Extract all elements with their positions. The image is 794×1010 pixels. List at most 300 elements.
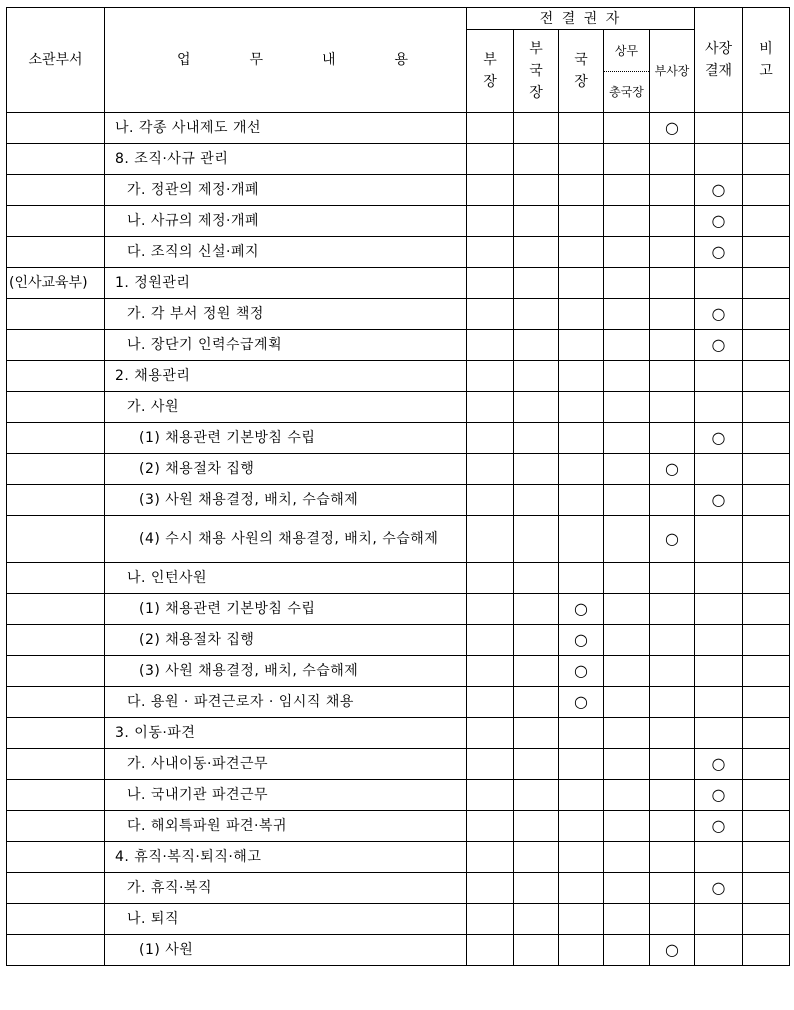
cell-busajang	[650, 268, 695, 299]
header-content-char: 업	[177, 52, 191, 68]
cell-bugukjang	[514, 175, 559, 206]
cell-bigo	[743, 718, 790, 749]
cell-busajang	[650, 454, 695, 485]
row-content: (2) 채용절차 집행	[105, 625, 467, 656]
cell-bugukjang	[514, 780, 559, 811]
cell-chonggukjang	[604, 780, 650, 811]
cell-sajang	[695, 718, 743, 749]
header-approval-group: 전 결 권 자	[467, 8, 695, 30]
cell-sajang	[695, 516, 743, 563]
cell-bujang	[467, 873, 514, 904]
cell-chonggukjang	[604, 299, 650, 330]
cell-busajang	[650, 718, 695, 749]
cell-gukjang	[559, 299, 604, 330]
cell-busajang	[650, 904, 695, 935]
cell-gukjang	[559, 780, 604, 811]
row-content: (3) 사원 채용결정, 배치, 수습해제	[105, 656, 467, 687]
row-dept: (인사교육부)	[7, 268, 105, 299]
table-row	[7, 904, 790, 935]
cell-sajang	[695, 749, 743, 780]
cell-bujang	[467, 687, 514, 718]
cell-bujang	[467, 392, 514, 423]
cell-bujang	[467, 563, 514, 594]
header-content-char: 내	[321, 52, 336, 68]
cell-busajang	[650, 330, 695, 361]
cell-bugukjang	[514, 594, 559, 625]
cell-bigo	[743, 904, 790, 935]
row-content: 1. 정원관리	[105, 268, 467, 299]
approval-mark-icon: ○	[711, 180, 726, 199]
cell-bigo	[743, 392, 790, 423]
cell-bujang	[467, 423, 514, 454]
cell-busajang	[650, 206, 695, 237]
cell-bugukjang	[514, 392, 559, 423]
table-row	[7, 206, 790, 237]
cell-busajang	[650, 516, 695, 563]
table-row	[7, 718, 790, 749]
approval-mark-icon: ○	[711, 428, 726, 447]
cell-bigo	[743, 749, 790, 780]
cell-bigo	[743, 780, 790, 811]
cell-chonggukjang	[604, 237, 650, 268]
cell-gukjang	[559, 811, 604, 842]
cell-gukjang	[559, 485, 604, 516]
cell-bujang	[467, 935, 514, 966]
table-row	[7, 392, 790, 423]
approval-mark-icon: ○	[665, 940, 679, 959]
cell-chonggukjang	[604, 718, 650, 749]
row-content: 3. 이동·파견	[105, 718, 467, 749]
cell-bujang	[467, 330, 514, 361]
cell-gukjang	[559, 175, 604, 206]
cell-bigo	[743, 811, 790, 842]
cell-bugukjang	[514, 625, 559, 656]
cell-bigo	[743, 454, 790, 485]
cell-bujang	[467, 780, 514, 811]
cell-chonggukjang	[604, 749, 650, 780]
header-content-char: 무	[249, 52, 264, 68]
cell-chonggukjang	[604, 392, 650, 423]
cell-bujang	[467, 268, 514, 299]
row-content: (1) 사원	[105, 935, 467, 966]
row-dept	[7, 842, 105, 873]
table-row	[7, 144, 790, 175]
row-dept	[7, 935, 105, 966]
row-dept	[7, 454, 105, 485]
cell-gukjang	[559, 594, 604, 625]
cell-sajang	[695, 811, 743, 842]
cell-gukjang	[559, 718, 604, 749]
cell-bujang	[467, 206, 514, 237]
cell-busajang	[650, 237, 695, 268]
row-dept	[7, 423, 105, 454]
approval-mark-icon: ○	[574, 630, 588, 649]
cell-bugukjang	[514, 237, 559, 268]
header-sajang: 사장 결재	[695, 8, 743, 113]
cell-bugukjang	[514, 268, 559, 299]
cell-sajang	[695, 656, 743, 687]
row-content: 4. 휴직·복직·퇴직·해고	[105, 842, 467, 873]
cell-bujang	[467, 904, 514, 935]
cell-sajang	[695, 687, 743, 718]
cell-bigo	[743, 935, 790, 966]
cell-bujang	[467, 594, 514, 625]
cell-gukjang	[559, 113, 604, 144]
row-dept	[7, 749, 105, 780]
cell-bigo	[743, 206, 790, 237]
header-row-1	[7, 8, 790, 30]
cell-bujang	[467, 113, 514, 144]
row-content: 다. 해외특파원 파견·복귀	[105, 811, 467, 842]
approval-mark-icon: ○	[574, 599, 588, 618]
cell-bigo	[743, 873, 790, 904]
cell-bujang	[467, 749, 514, 780]
cell-bigo	[743, 330, 790, 361]
row-dept	[7, 718, 105, 749]
cell-bugukjang	[514, 361, 559, 392]
cell-chonggukjang	[604, 485, 650, 516]
cell-chonggukjang	[604, 361, 650, 392]
cell-bujang	[467, 811, 514, 842]
row-dept	[7, 873, 105, 904]
approval-mark-icon: ○	[711, 785, 726, 804]
cell-gukjang	[559, 144, 604, 175]
cell-bugukjang	[514, 749, 559, 780]
cell-bigo	[743, 656, 790, 687]
row-content: 가. 사원	[105, 392, 467, 423]
cell-chonggukjang	[604, 687, 650, 718]
cell-gukjang	[559, 423, 604, 454]
cell-chonggukjang	[604, 516, 650, 563]
table-row	[7, 935, 790, 966]
cell-bugukjang	[514, 299, 559, 330]
cell-chonggukjang	[604, 330, 650, 361]
cell-bujang	[467, 454, 514, 485]
approval-mark-icon: ○	[711, 816, 726, 835]
cell-busajang	[650, 175, 695, 206]
cell-bigo	[743, 175, 790, 206]
row-content: 8. 조직·사규 관리	[105, 144, 467, 175]
cell-chonggukjang	[604, 904, 650, 935]
header-content	[105, 8, 467, 113]
cell-busajang	[650, 873, 695, 904]
cell-gukjang	[559, 237, 604, 268]
row-dept	[7, 625, 105, 656]
cell-bugukjang	[514, 656, 559, 687]
row-dept	[7, 780, 105, 811]
cell-gukjang	[559, 625, 604, 656]
approval-mark-icon: ○	[711, 878, 726, 897]
cell-chonggukjang	[604, 594, 650, 625]
row-dept	[7, 687, 105, 718]
cell-sajang	[695, 392, 743, 423]
cell-bujang	[467, 144, 514, 175]
cell-bugukjang	[514, 206, 559, 237]
cell-sajang	[695, 485, 743, 516]
cell-chonggukjang	[604, 206, 650, 237]
cell-gukjang	[559, 749, 604, 780]
header-content-char: 용	[394, 52, 408, 68]
row-dept	[7, 237, 105, 268]
cell-bugukjang	[514, 423, 559, 454]
cell-bigo	[743, 842, 790, 873]
header-busajang: 부사장	[650, 30, 695, 113]
approval-mark-icon: ○	[711, 490, 726, 509]
cell-busajang	[650, 144, 695, 175]
row-content: 나. 퇴직	[105, 904, 467, 935]
cell-gukjang	[559, 516, 604, 563]
cell-busajang	[650, 113, 695, 144]
cell-chonggukjang	[604, 144, 650, 175]
approval-mark-icon: ○	[711, 211, 726, 230]
approval-mark-icon: ○	[665, 118, 679, 137]
cell-bigo	[743, 268, 790, 299]
cell-sajang	[695, 454, 743, 485]
cell-gukjang	[559, 392, 604, 423]
row-dept	[7, 175, 105, 206]
table-row	[7, 361, 790, 392]
cell-bujang	[467, 361, 514, 392]
row-content: 나. 각종 사내제도 개선	[105, 113, 467, 144]
row-dept	[7, 904, 105, 935]
cell-sajang	[695, 299, 743, 330]
cell-bujang	[467, 625, 514, 656]
cell-bujang	[467, 237, 514, 268]
cell-busajang	[650, 299, 695, 330]
delegation-table	[6, 7, 790, 966]
row-content: 나. 국내기관 파견근무	[105, 780, 467, 811]
cell-bugukjang	[514, 563, 559, 594]
cell-sajang	[695, 842, 743, 873]
cell-gukjang	[559, 454, 604, 485]
header-sangmu: 상무	[604, 30, 650, 72]
row-content: 다. 용원 · 파견근로자 · 임시직 채용	[105, 687, 467, 718]
cell-sajang	[695, 268, 743, 299]
table-row	[7, 780, 790, 811]
approval-mark-icon: ○	[665, 459, 679, 478]
approval-mark-icon: ○	[574, 692, 588, 711]
cell-bujang	[467, 718, 514, 749]
row-dept	[7, 811, 105, 842]
cell-gukjang	[559, 873, 604, 904]
cell-busajang	[650, 842, 695, 873]
table-row	[7, 749, 790, 780]
cell-busajang	[650, 687, 695, 718]
row-content: (2) 채용절차 집행	[105, 454, 467, 485]
row-content: 나. 장단기 인력수급계획	[105, 330, 467, 361]
cell-busajang	[650, 625, 695, 656]
cell-bugukjang	[514, 873, 559, 904]
cell-chonggukjang	[604, 842, 650, 873]
cell-busajang	[650, 594, 695, 625]
cell-chonggukjang	[604, 113, 650, 144]
cell-bigo	[743, 687, 790, 718]
cell-bugukjang	[514, 935, 559, 966]
table-row	[7, 842, 790, 873]
row-content: 가. 각 부서 정원 책정	[105, 299, 467, 330]
cell-gukjang	[559, 656, 604, 687]
cell-bujang	[467, 485, 514, 516]
cell-bugukjang	[514, 904, 559, 935]
header-gukjang: 국 장	[559, 30, 604, 113]
cell-chonggukjang	[604, 454, 650, 485]
table-row	[7, 625, 790, 656]
cell-bigo	[743, 361, 790, 392]
row-content: 가. 사내이동·파견근무	[105, 749, 467, 780]
approval-mark-icon: ○	[711, 242, 726, 261]
cell-gukjang	[559, 935, 604, 966]
cell-sajang	[695, 113, 743, 144]
cell-gukjang	[559, 842, 604, 873]
table-row	[7, 237, 790, 268]
cell-sajang	[695, 144, 743, 175]
cell-sajang	[695, 594, 743, 625]
cell-sajang	[695, 780, 743, 811]
cell-gukjang	[559, 904, 604, 935]
cell-chonggukjang	[604, 656, 650, 687]
table-row	[7, 656, 790, 687]
row-content: (1) 채용관련 기본방침 수립	[105, 423, 467, 454]
cell-bugukjang	[514, 144, 559, 175]
table-row	[7, 485, 790, 516]
table-row	[7, 113, 790, 144]
cell-bugukjang	[514, 485, 559, 516]
row-content: 나. 인턴사원	[105, 563, 467, 594]
row-dept	[7, 206, 105, 237]
cell-chonggukjang	[604, 873, 650, 904]
cell-busajang	[650, 361, 695, 392]
cell-busajang	[650, 811, 695, 842]
table-row	[7, 268, 790, 299]
cell-bigo	[743, 144, 790, 175]
cell-bugukjang	[514, 842, 559, 873]
cell-chonggukjang	[604, 625, 650, 656]
header-dept: 소관부서	[7, 8, 105, 113]
row-content: (4) 수시 채용 사원의 채용결정, 배치, 수습해제	[105, 516, 467, 563]
cell-sajang	[695, 206, 743, 237]
row-content: 가. 휴직·복직	[105, 873, 467, 904]
cell-bugukjang	[514, 718, 559, 749]
header-bigo: 비 고	[743, 8, 790, 113]
row-dept	[7, 516, 105, 563]
cell-bigo	[743, 113, 790, 144]
cell-gukjang	[559, 361, 604, 392]
cell-bujang	[467, 656, 514, 687]
table-row	[7, 811, 790, 842]
approval-mark-icon: ○	[574, 661, 588, 680]
cell-bugukjang	[514, 811, 559, 842]
table-row	[7, 687, 790, 718]
table-row	[7, 873, 790, 904]
header-bujang: 부 장	[467, 30, 514, 113]
header-bugukjang: 부 국 장	[514, 30, 559, 113]
approval-mark-icon: ○	[665, 529, 679, 548]
row-content: 2. 채용관리	[105, 361, 467, 392]
table-row	[7, 594, 790, 625]
cell-bigo	[743, 625, 790, 656]
approval-mark-icon: ○	[711, 754, 726, 773]
cell-chonggukjang	[604, 175, 650, 206]
cell-bugukjang	[514, 516, 559, 563]
row-dept	[7, 594, 105, 625]
cell-busajang	[650, 935, 695, 966]
cell-sajang	[695, 361, 743, 392]
row-content: 나. 사규의 제정·개폐	[105, 206, 467, 237]
row-dept	[7, 330, 105, 361]
cell-busajang	[650, 563, 695, 594]
table-row	[7, 423, 790, 454]
cell-sajang	[695, 237, 743, 268]
cell-busajang	[650, 780, 695, 811]
table-row	[7, 563, 790, 594]
cell-bigo	[743, 237, 790, 268]
cell-bugukjang	[514, 687, 559, 718]
cell-busajang	[650, 423, 695, 454]
cell-sajang	[695, 423, 743, 454]
cell-bigo	[743, 563, 790, 594]
cell-busajang	[650, 656, 695, 687]
cell-bujang	[467, 842, 514, 873]
cell-bugukjang	[514, 113, 559, 144]
table-row	[7, 330, 790, 361]
row-dept	[7, 299, 105, 330]
row-dept	[7, 563, 105, 594]
cell-bujang	[467, 175, 514, 206]
approval-mark-icon: ○	[711, 304, 726, 323]
cell-bugukjang	[514, 454, 559, 485]
row-dept	[7, 144, 105, 175]
cell-bigo	[743, 299, 790, 330]
cell-sajang	[695, 563, 743, 594]
row-dept	[7, 361, 105, 392]
cell-busajang	[650, 749, 695, 780]
cell-sajang	[695, 873, 743, 904]
row-dept	[7, 656, 105, 687]
table-row	[7, 454, 790, 485]
cell-gukjang	[559, 268, 604, 299]
row-content: (3) 사원 채용결정, 배치, 수습해제	[105, 485, 467, 516]
cell-sajang	[695, 625, 743, 656]
header-chonggukjang: 총국장	[604, 72, 650, 113]
table-row	[7, 516, 790, 563]
cell-busajang	[650, 485, 695, 516]
cell-bigo	[743, 594, 790, 625]
cell-chonggukjang	[604, 811, 650, 842]
cell-gukjang	[559, 206, 604, 237]
cell-bigo	[743, 485, 790, 516]
cell-chonggukjang	[604, 423, 650, 454]
cell-bigo	[743, 423, 790, 454]
table-row	[7, 299, 790, 330]
cell-gukjang	[559, 563, 604, 594]
row-dept	[7, 392, 105, 423]
row-content: 다. 조직의 신설·폐지	[105, 237, 467, 268]
cell-busajang	[650, 392, 695, 423]
row-dept	[7, 485, 105, 516]
cell-sajang	[695, 175, 743, 206]
approval-mark-icon: ○	[711, 335, 726, 354]
cell-sajang	[695, 904, 743, 935]
cell-sajang	[695, 330, 743, 361]
cell-chonggukjang	[604, 935, 650, 966]
cell-bigo	[743, 516, 790, 563]
row-content: 가. 정관의 제정·개폐	[105, 175, 467, 206]
cell-chonggukjang	[604, 268, 650, 299]
cell-bugukjang	[514, 330, 559, 361]
row-dept	[7, 113, 105, 144]
row-content: (1) 채용관련 기본방침 수립	[105, 594, 467, 625]
cell-bujang	[467, 299, 514, 330]
